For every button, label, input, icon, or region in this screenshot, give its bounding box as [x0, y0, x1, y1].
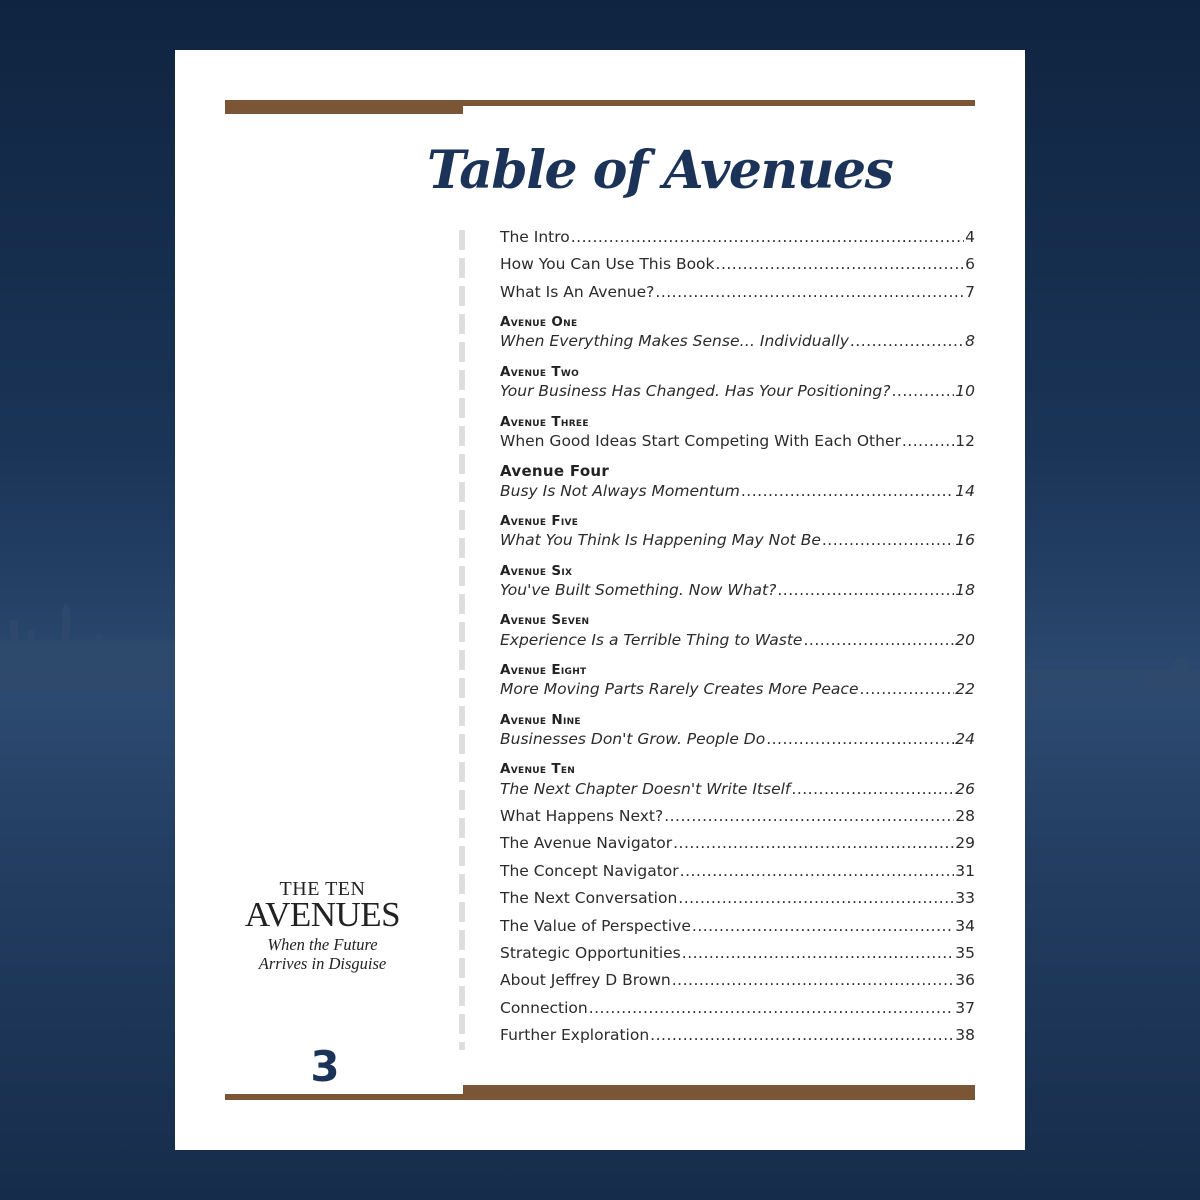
- toc-leader-dots: [791, 780, 954, 798]
- toc-entry-page: 18: [955, 580, 975, 599]
- bottom-rule-thick: [463, 1085, 975, 1100]
- toc-entry: [500, 631, 975, 658]
- book-logo: [235, 880, 410, 973]
- toc-leader-dots: [803, 631, 954, 649]
- avenue-heading: Avenue Eight: [500, 661, 587, 678]
- avenue-heading: Avenue One: [500, 314, 578, 331]
- toc-leader-dots: [682, 944, 955, 962]
- avenue-heading: Avenue Six: [500, 562, 573, 579]
- toc-entry-title: The Intro: [500, 228, 570, 246]
- toc-entry-title: Your Business Has Changed. Has Your Positioning?: [500, 382, 891, 401]
- book-page: [175, 50, 1025, 1150]
- avenue-heading: Avenue Five: [500, 512, 579, 529]
- toc-leader-dots: [673, 834, 954, 852]
- top-rule-thin: [463, 100, 975, 106]
- toc-leader-dots: [902, 432, 954, 450]
- toc-entry: [500, 581, 975, 608]
- table-of-contents: [500, 228, 975, 1054]
- toc-entry-page: 14: [955, 481, 975, 500]
- toc-entry-page: 29: [955, 834, 975, 853]
- toc-entry: [500, 382, 975, 409]
- toc-entry: [500, 332, 975, 359]
- avenue-heading: Avenue Ten: [500, 761, 576, 778]
- toc-entry-page: 31: [955, 861, 975, 880]
- toc-leader-dots: [678, 889, 954, 907]
- toc-leader-dots: [850, 332, 964, 350]
- toc-leader-dots: [822, 531, 954, 549]
- toc-entry-page: 20: [955, 630, 975, 649]
- page-number: 3: [310, 1042, 340, 1091]
- toc-entry: [500, 834, 975, 861]
- toc-entry-title: What You Think Is Happening May Not Be: [500, 531, 821, 550]
- toc-entry-title: Experience Is a Terrible Thing to Waste: [500, 630, 803, 649]
- avenue-heading: Avenue Seven: [500, 612, 590, 629]
- toc-entry: [500, 228, 975, 255]
- toc-entry: [500, 680, 975, 707]
- toc-entry: [500, 432, 975, 459]
- page-title: Table of Avenues: [427, 140, 893, 201]
- toc-entry-page: 22: [955, 680, 975, 699]
- toc-entry: [500, 971, 975, 998]
- toc-entry: [500, 531, 975, 558]
- toc-entry-title: You've Built Something. Now What?: [500, 580, 777, 599]
- toc-entry-page: 28: [955, 807, 975, 826]
- toc-entry: [500, 999, 975, 1026]
- toc-entry-title: The Avenue Navigator: [500, 834, 673, 853]
- toc-entry-title: The Concept Navigator: [500, 861, 679, 880]
- toc-entry: [500, 944, 975, 971]
- toc-leader-dots: [672, 971, 955, 989]
- toc-entry-title: The Next Chapter Doesn't Write Itself: [500, 779, 791, 798]
- toc-entry: [500, 917, 975, 944]
- toc-entry-page: 26: [955, 779, 975, 798]
- toc-leader-dots: [716, 255, 965, 273]
- avenue-heading: Avenue Nine: [500, 711, 581, 728]
- toc-entry-page: 24: [955, 729, 975, 748]
- avenue-heading: Avenue Three: [500, 413, 589, 430]
- toc-leader-dots: [777, 581, 954, 599]
- toc-leader-dots: [664, 807, 954, 825]
- toc-leader-dots: [692, 917, 954, 935]
- avenue-heading: Avenue Four: [500, 462, 610, 481]
- toc-entry-page: 37: [955, 998, 975, 1017]
- toc-entry: [500, 862, 975, 889]
- toc-leader-dots: [741, 482, 954, 500]
- toc-entry-title: About Jeffrey D Brown: [500, 971, 671, 990]
- toc-entry-page: 35: [955, 944, 975, 962]
- toc-entry: [500, 889, 975, 916]
- toc-leader-dots: [589, 999, 955, 1017]
- toc-leader-dots: [571, 228, 964, 246]
- toc-leader-dots: [680, 862, 955, 880]
- toc-entry-page: 7: [965, 282, 975, 301]
- toc-leader-dots: [650, 1026, 954, 1044]
- toc-entry: [500, 283, 975, 310]
- dashed-divider: [459, 230, 465, 1050]
- toc-entry-page: 8: [965, 332, 975, 351]
- toc-entry-title: Strategic Opportunities: [500, 944, 681, 962]
- toc-entry-title: How You Can Use This Book: [500, 255, 715, 274]
- toc-entry: [500, 780, 975, 807]
- avenue-heading: Avenue Two: [500, 363, 580, 380]
- toc-entry-page: 34: [955, 916, 975, 935]
- toc-entry-page: 38: [955, 1026, 975, 1045]
- toc-entry-page: 33: [955, 889, 975, 908]
- toc-entry-title: What Happens Next?: [500, 807, 664, 826]
- toc-entry-title: When Everything Makes Sense… Individually: [500, 332, 849, 351]
- toc-entry: [500, 482, 975, 509]
- toc-entry-page: 6: [965, 255, 975, 274]
- toc-entry-title: Businesses Don't Grow. People Do: [500, 729, 766, 748]
- toc-entry-title: Busy Is Not Always Momentum: [500, 481, 740, 500]
- toc-entry-page: 16: [955, 531, 975, 550]
- toc-entry: [500, 255, 975, 282]
- toc-entry-title: More Moving Parts Rarely Creates More Peace: [500, 680, 859, 699]
- logo-tagline-2: Arrives in Disguise: [258, 954, 387, 973]
- toc-entry-title: The Next Conversation: [500, 889, 678, 908]
- toc-entry-title: Connection: [500, 998, 588, 1017]
- toc-entry-page: 10: [955, 382, 975, 401]
- toc-entry-title: Further Exploration: [500, 1026, 650, 1045]
- toc-entry-title: What Is An Avenue?: [500, 282, 655, 301]
- toc-leader-dots: [766, 730, 954, 748]
- logo-tagline-1: When the Future: [267, 935, 378, 954]
- toc-leader-dots: [655, 283, 964, 301]
- bottom-rule-thin: [225, 1094, 463, 1100]
- logo-line-1: THE TEN: [279, 878, 366, 900]
- toc-entry-title: The Value of Perspective: [500, 916, 691, 935]
- toc-entry-title: When Good Ideas Start Competing With Each Other: [500, 431, 901, 450]
- top-rule-thick: [225, 100, 463, 114]
- toc-leader-dots: [859, 680, 954, 698]
- logo-line-2: AVENUES: [244, 895, 401, 934]
- toc-entry: [500, 807, 975, 834]
- toc-entry: [500, 730, 975, 757]
- toc-entry: [500, 1026, 975, 1053]
- toc-leader-dots: [891, 382, 954, 400]
- toc-entry-page: 4: [965, 228, 975, 246]
- toc-entry-page: 12: [955, 431, 975, 450]
- toc-entry-page: 36: [955, 971, 975, 990]
